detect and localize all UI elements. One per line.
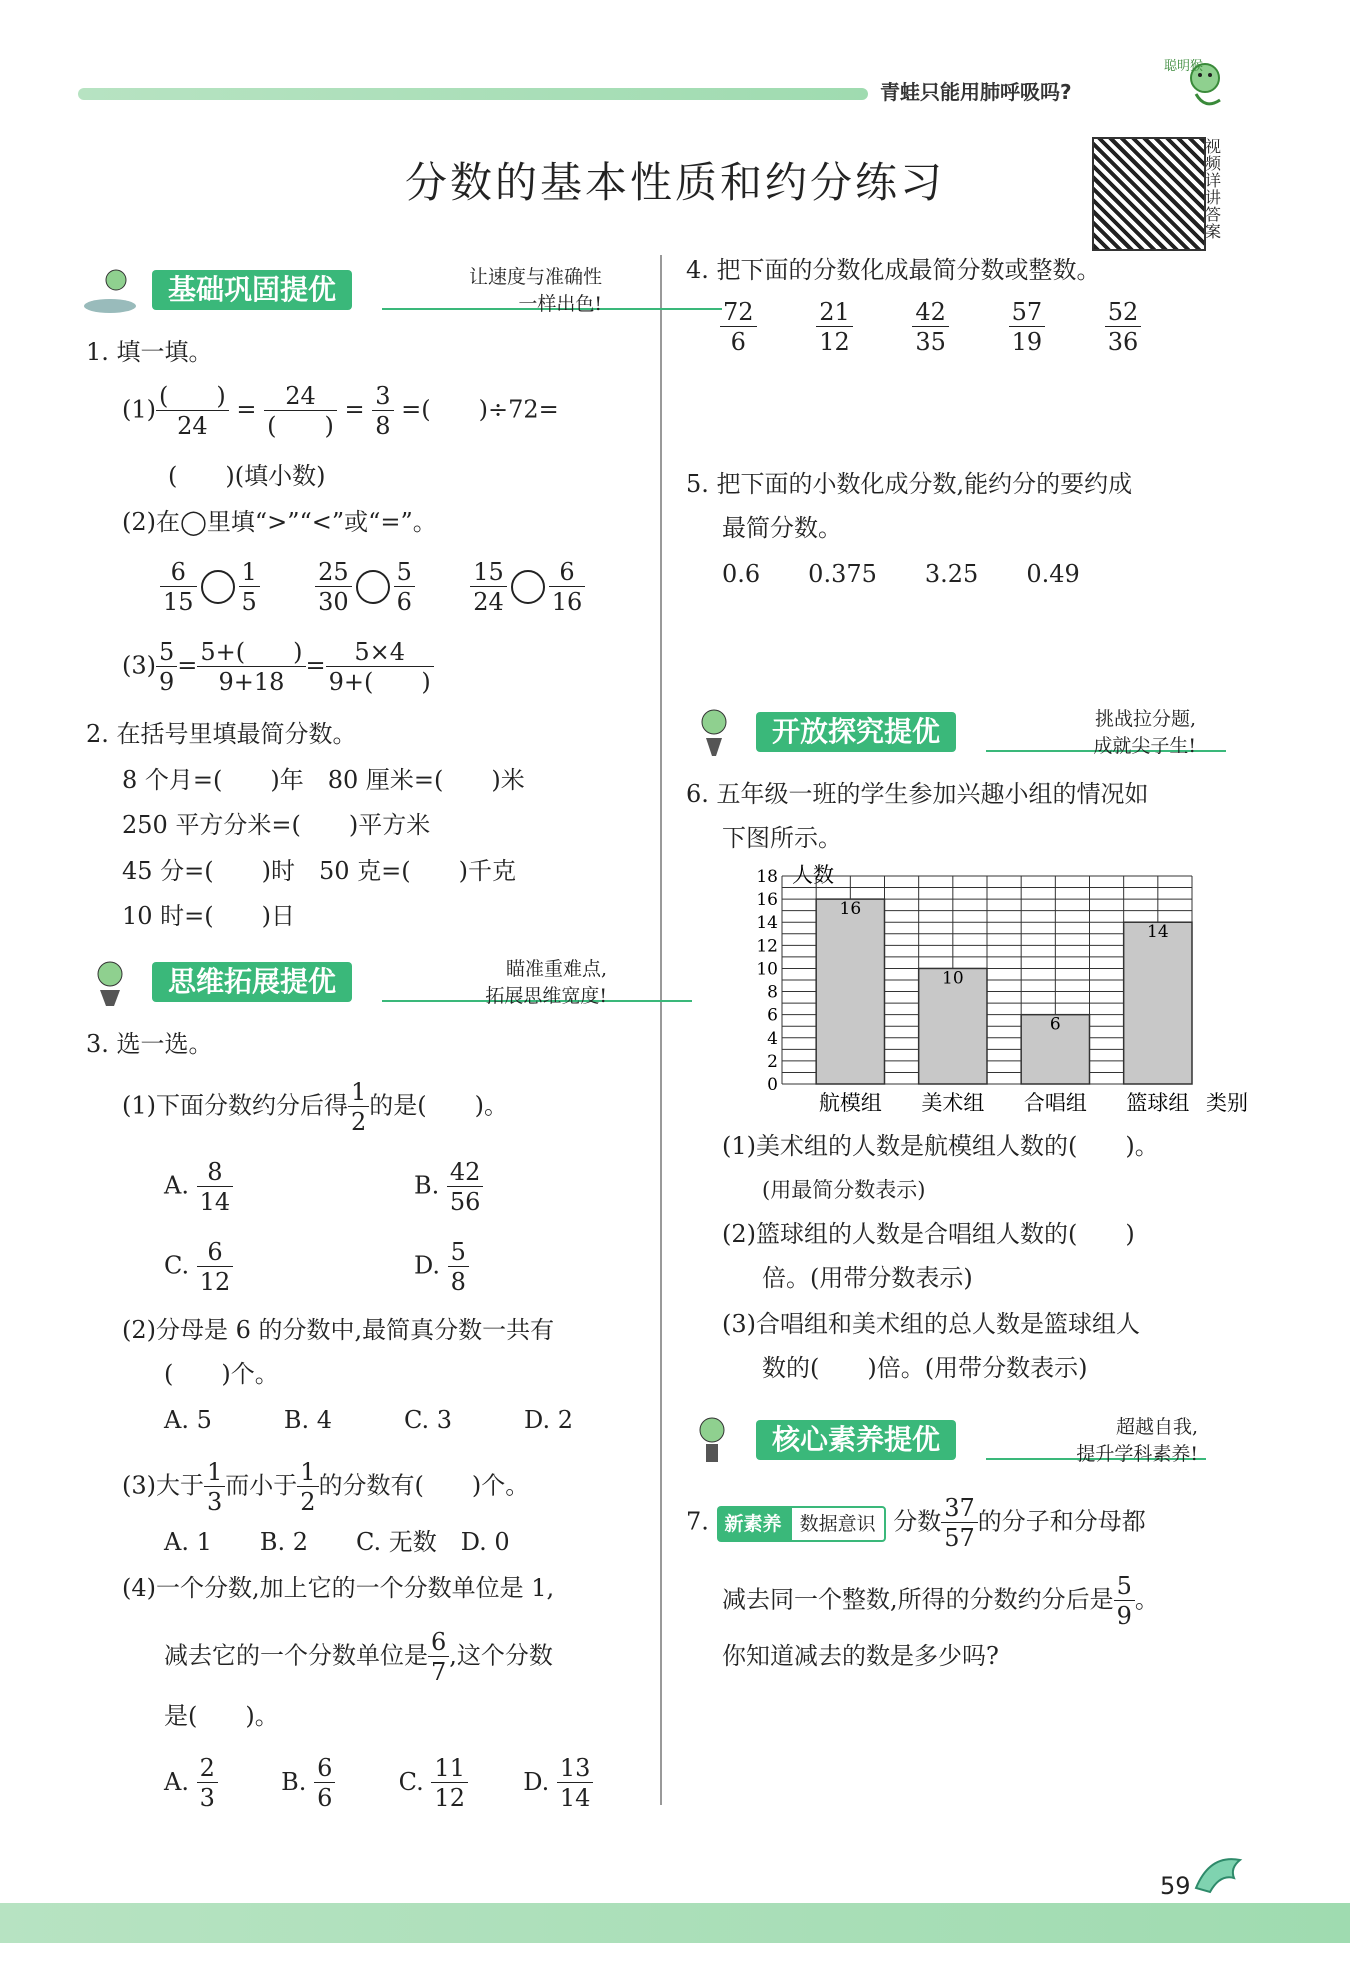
fraction: $\frac{3}{8}$	[372, 384, 393, 438]
y-tick-label: 18	[756, 867, 778, 887]
question-7: 7. 新素养 数据意识 分数 $\frac{37}{57}$ 的分子和分母都	[686, 1494, 1146, 1552]
x-tick-label: 航模组	[818, 1091, 882, 1115]
y-tick-label: 0	[767, 1075, 778, 1095]
question-2-title: 2. 在括号里填最简分数。	[86, 720, 357, 748]
y-tick-label: 2	[767, 1051, 778, 1072]
question-3-title: 3. 选一选。	[86, 1030, 213, 1058]
mascot-skate-icon	[82, 264, 140, 316]
section-slogan: 瞄准重难点, 拓展思维宽度!	[485, 958, 607, 1007]
y-axis-label: 人数	[792, 863, 834, 887]
brand-text: 聪明猴	[1164, 59, 1204, 74]
bar-value-label: 16	[839, 899, 862, 920]
header-bar	[78, 88, 868, 100]
q2-line3: 45 分=( )时 50 克=( )千克	[122, 857, 517, 885]
y-tick-label: 14	[756, 913, 778, 934]
x-axis-label: 类别	[1206, 1091, 1248, 1115]
section-banner-basic	[82, 266, 642, 315]
q2-line2: 250 平方分米=( )平方米	[122, 811, 431, 839]
bar-value-label: 10	[942, 968, 964, 989]
section-slogan: 挑战拉分题, 成就尖子生!	[1093, 708, 1196, 757]
y-tick-label: 6	[767, 1005, 778, 1026]
section-slogan: 超越自我, 提升学科素养!	[1076, 1416, 1198, 1465]
qr-label: 视频详讲答案	[1205, 137, 1222, 241]
section-banner-thinking	[82, 958, 627, 1007]
question-5-title: 5. 把下面的小数化成分数,能约分的要约成	[686, 470, 1133, 498]
q6-part2-line2: 倍。(用带分数表示)	[762, 1264, 973, 1292]
q6-part1: (1)美术组的人数是航模组人数的( )。	[722, 1132, 1159, 1160]
q3-part2-line2: ( )个。	[164, 1360, 279, 1388]
footer-bar	[0, 1903, 1350, 1943]
q3-part2: (2)分母是 6 的分数中,最简真分数一共有	[122, 1316, 555, 1344]
q3-option-d[interactable]: D. $\frac{5}{8}$	[414, 1240, 469, 1294]
section-title: 思维拓展提优	[152, 962, 352, 1002]
section-banner-explore	[686, 708, 1226, 757]
compare-circle[interactable]	[356, 570, 390, 604]
q3-part3-options[interactable]: A. 1 B. 2 C. 无数 D. 0	[164, 1528, 510, 1556]
q1-part1: (1) $\frac{( )}{24}$ = $\frac{24}{( )}$ = $\frac{3}{8}$ =( )÷72=	[122, 382, 559, 440]
section-title: 开放探究提优	[756, 712, 956, 752]
section-title: 核心素养提优	[756, 1420, 956, 1460]
q3-part1: (1)下面分数约分后得 $\frac{1}{2}$ 的是( )。	[122, 1078, 509, 1136]
option[interactable]: A. $\frac{2}{3}$	[164, 1768, 218, 1796]
q2-line4: 10 时=( )日	[122, 902, 296, 930]
x-tick-label: 美术组	[921, 1091, 985, 1115]
q3-part4-line3: 是( )。	[164, 1702, 279, 1730]
qr-code-icon[interactable]	[1092, 137, 1206, 251]
bar-chart	[730, 862, 1250, 1126]
q3-part4: (4)一个分数,加上它的一个分数单位是 1,	[122, 1574, 555, 1602]
option[interactable]: D. $\frac{13}{14}$	[523, 1768, 593, 1796]
compare-circle[interactable]	[201, 570, 235, 604]
fraction: $\frac{( )}{24}$	[156, 384, 229, 438]
y-tick-label: 10	[756, 959, 778, 980]
q1-part2: (2)在◯里填“>”“<”或“=”。	[122, 508, 437, 536]
mascot-thinking-icon	[82, 956, 140, 1008]
q7-line3: 你知道减去的数是多少吗?	[722, 1642, 999, 1670]
q1-part1-line2: ( )(填小数)	[168, 462, 326, 490]
q3-part3: (3)大于 $\frac{1}{3}$ 而小于 $\frac{1}{2}$ 的分数有( )个。	[122, 1458, 530, 1516]
x-tick-label: 合唱组	[1023, 1091, 1087, 1115]
fraction: $\frac{24}{( )}$	[264, 384, 337, 438]
bar-value-label: 6	[1049, 1014, 1061, 1035]
bar-value-label: 14	[1147, 922, 1169, 943]
question-5-title-line2: 最简分数。	[722, 514, 842, 542]
dolphin-icon	[1190, 1848, 1248, 1906]
bar	[1124, 922, 1192, 1084]
y-tick-label: 16	[756, 890, 778, 911]
y-tick-label: 12	[756, 936, 778, 957]
option[interactable]: C. $\frac{11}{12}$	[399, 1768, 468, 1796]
bar	[816, 899, 884, 1084]
q3-part2-options[interactable]: A. 5 B. 4 C. 3 D. 2	[164, 1406, 573, 1434]
q3-part4-options	[164, 1756, 644, 1810]
x-tick-label: 篮球组	[1126, 1091, 1190, 1115]
q1-compare-row: $\frac{6}{15}$ $\frac{1}{5}$ $\frac{25}{30}$ $\frac{5}{6}$ $\frac{15}{24}$ $\frac{6}{16}$	[160, 560, 585, 614]
question-6-title-line2: 下图所示。	[722, 824, 842, 852]
option[interactable]: B. $\frac{6}{6}$	[281, 1768, 335, 1796]
page-number: 59	[1160, 1872, 1191, 1900]
column-divider	[660, 255, 662, 1805]
q1-part3: (3) $\frac{5}{9}$ = $\frac{5+( )}{9+18}$ = $\frac{5\times 4}{9+( )}$	[122, 640, 434, 694]
section-banner-core	[686, 1416, 1206, 1465]
section-slogan: 让速度与准确性 一样出色!	[468, 266, 602, 315]
q5-values: 0.6 0.375 3.25 0.49	[722, 560, 1080, 588]
q3-option-b[interactable]: B. $\frac{42}{56}$	[414, 1160, 483, 1214]
q2-line1: 8 个月=( )年 80 厘米=( )米	[122, 766, 525, 794]
q7-line2: 减去同一个整数,所得的分数约分后是 $\frac{5}{9}$ 。	[722, 1572, 1159, 1630]
q6-part1-note: (用最简分数表示)	[762, 1178, 926, 1202]
y-tick-label: 8	[767, 982, 778, 1003]
mascot-explore-icon	[686, 706, 744, 758]
question-6-title: 6. 五年级一班的学生参加兴趣小组的情况如	[686, 780, 1149, 808]
monkey-mascot-icon	[1160, 50, 1230, 120]
compare-circle[interactable]	[511, 570, 545, 604]
tag-data: 数据意识	[790, 1506, 886, 1542]
question-4-title: 4. 把下面的分数化成最简分数或整数。	[686, 256, 1101, 284]
mascot-core-icon	[686, 1414, 744, 1466]
q3-option-c[interactable]: C. $\frac{6}{12}$	[164, 1240, 233, 1294]
q6-part3-line2: 数的( )倍。(用带分数表示)	[762, 1354, 1088, 1382]
tag-new: 新素养	[717, 1506, 790, 1542]
question-1-title: 1. 填一填。	[86, 338, 213, 366]
q6-part3: (3)合唱组和美术组的总人数是篮球组人	[722, 1310, 1140, 1338]
page-title: 分数的基本性质和约分练习	[404, 158, 945, 207]
y-tick-label: 4	[767, 1028, 778, 1049]
section-title: 基础巩固提优	[152, 270, 352, 310]
header-question: 青蛙只能用肺呼吸吗?	[880, 80, 1072, 104]
q4-fractions: $\frac{72}{6}$ $\frac{21}{12}$ $\frac{42}{35}$ $\frac{57}{19}$ $\frac{52}{36}$	[720, 300, 1141, 354]
q3-option-a[interactable]: A. $\frac{8}{14}$	[164, 1160, 233, 1214]
q6-part2: (2)篮球组的人数是合唱组人数的( )	[722, 1220, 1135, 1248]
q3-part4-line2: 减去它的一个分数单位是 $\frac{6}{7}$ ,这个分数	[164, 1628, 553, 1686]
